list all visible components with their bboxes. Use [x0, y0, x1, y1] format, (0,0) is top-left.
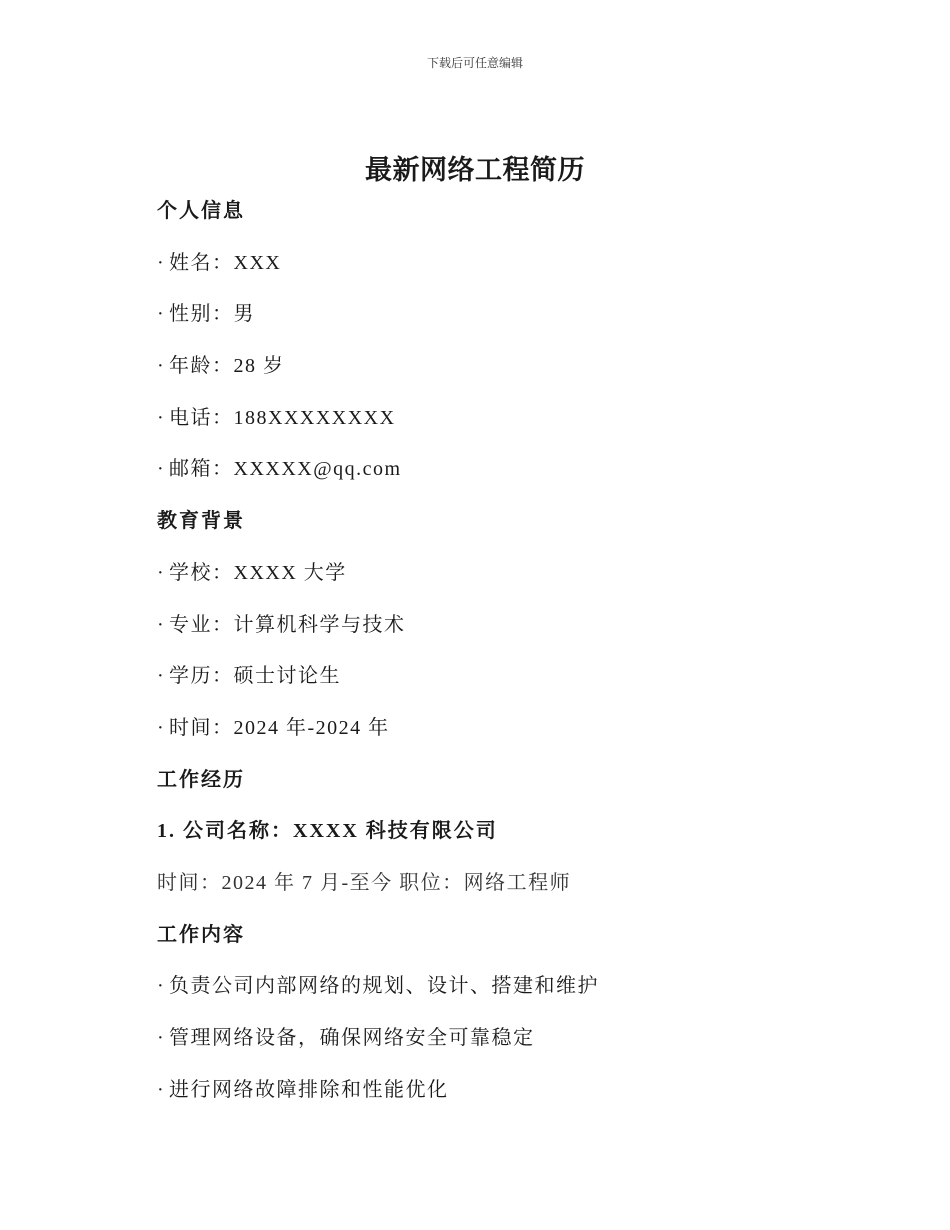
personal-gender-item — [157, 297, 817, 349]
work-period-position: 时间：2024 年 7 月-至今 职位：网络工程师 — [157, 871, 572, 894]
document-title: 最新网络工程简历 — [365, 155, 585, 186]
list-item-text: 负责公司内部网络的规划、设计、搭建和维护 — [169, 975, 599, 998]
bullet: · — [157, 613, 166, 636]
list-item-text: 专业：计算机科学与技术 — [169, 613, 406, 636]
list-item-text: 邮箱：XXXXX@qq.com — [169, 458, 402, 481]
bullet: · — [157, 303, 166, 326]
education-school-item — [157, 556, 817, 608]
bullet: · — [157, 1027, 166, 1049]
list-item-text: 年龄：28 岁 — [169, 355, 285, 378]
list-item-text: 学校：XXXX 大学 — [169, 561, 347, 584]
section-heading-work-experience: 工作经历 — [157, 768, 245, 791]
bullet: · — [157, 561, 166, 584]
bullet: · — [157, 975, 166, 998]
bullet: · — [157, 251, 166, 274]
education-major-item — [157, 608, 817, 660]
duty-item — [157, 1021, 817, 1073]
personal-age-item — [157, 349, 817, 401]
list-item-text: 姓名：XXX — [169, 251, 282, 274]
education-period-item — [157, 711, 817, 763]
bullet: · — [157, 716, 166, 739]
list-item-text: 管理网络设备，确保网络安全可靠稳定 — [169, 1027, 535, 1049]
personal-name-item — [157, 246, 817, 298]
resume-body — [157, 194, 817, 1124]
page-header-note: 下载后可任意编辑 — [426, 56, 523, 70]
bullet: · — [157, 1078, 166, 1101]
list-item-text: 进行网络故障排除和性能优化 — [169, 1078, 449, 1101]
section-heading-job-duties: 工作内容 — [157, 923, 245, 946]
education-degree-item — [157, 659, 817, 711]
company-name: 1. 公司名称：XXXX 科技有限公司 — [157, 820, 498, 843]
bullet: · — [157, 665, 166, 688]
bullet: · — [157, 355, 166, 378]
bullet: · — [157, 458, 166, 481]
list-item-text: 性别：男 — [169, 303, 255, 326]
list-item-text: 学历：硕士讨论生 — [169, 665, 341, 688]
personal-phone-item — [157, 401, 817, 453]
list-item-text: 时间：2024 年-2024 年 — [169, 716, 390, 739]
section-heading-education: 教育背景 — [157, 510, 245, 533]
duty-item — [157, 969, 817, 1021]
list-item-text: 电话：188XXXXXXXX — [169, 406, 396, 429]
bullet: · — [157, 406, 166, 429]
duty-item — [157, 1073, 817, 1125]
personal-email-item — [157, 452, 817, 504]
section-heading-personal-info: 个人信息 — [157, 200, 245, 222]
